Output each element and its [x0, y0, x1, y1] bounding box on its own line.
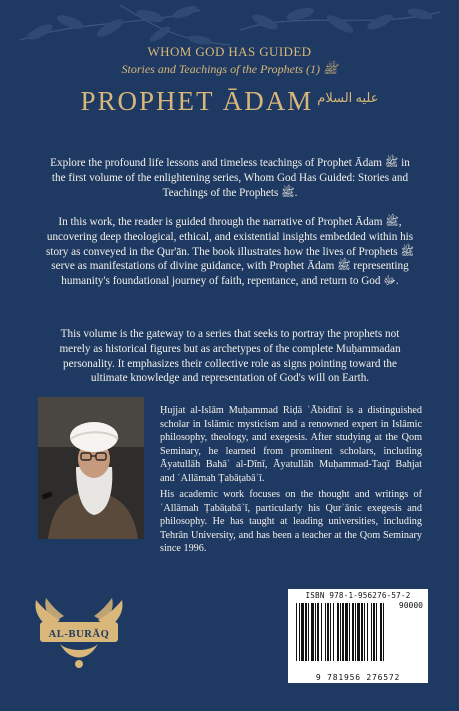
price-code: 90000	[398, 601, 423, 610]
ean-digits: 9 781956 276572	[315, 673, 401, 682]
barcode	[288, 589, 428, 683]
publisher-name: AL-BURĀQ	[48, 629, 110, 640]
description-paragraph-1: Explore the profound life lessons and timeless teachings of Prophet Ādam ﷺ in the first volume of the enlightening series, Whom God Has Guided: Stories and Teachings of the Prophets ﷺ.	[50, 157, 410, 199]
barcode-bars	[294, 603, 422, 669]
isbn-text: ISBN 978-1-956276-57-2	[305, 591, 411, 600]
honorific: عليه السلام	[317, 90, 379, 105]
series-title: WHOM GOD HAS GUIDED	[147, 44, 312, 59]
book-title-text: PROPHET ĀDAM	[80, 86, 314, 116]
author-photo	[38, 397, 144, 539]
series-subtitle: Stories and Teachings of the Prophets ﷺ (1)	[121, 62, 338, 76]
description-paragraph-3: This volume is the gateway to a series that seeks to portray the prophets not merely as historical figures but as archetypes of the complete Muḥammadan personality. It emphasizes their collective role as signs pointing toward the ultimate knowledge and representation of God's will on Earth.	[59, 328, 401, 385]
author-bio-2: His academic work focuses on the thought and writings of ʿAllāmah Ṭabāṭabāʾī, particularly his Qurʾānic exegesis and philosophy. He has taught at leading universities, including Tehrān University, and has been a teacher at the Qom Seminary since 1996.	[160, 489, 422, 555]
book-title	[0, 86, 459, 117]
author-bio-1: Ḥujjat al-Islām Muḥammad Riḍā ʿĀbidīnī is a distinguished scholar in Islāmic mysticism and a renowned expert in Islāmic philosophy, theology, and exegesis. After studying at the Qom Seminary, he learned from prominent scholars, including Āyatullāh Bahāʾ al-Dīnī, Āyatullāh Muḥammad-Taqī Bahjat and ʿAllāmah Ṭabāṭabāʾī.	[160, 405, 422, 484]
description-paragraph-2: In this work, the reader is guided through the narrative of Prophet Ādam ﷺ, uncovering deep theological, ethical, and existential insights embedded within his story as conveyed in the Qur'ān. The book illustrates how the lives of Prophets ﷺ serve as manifestations of divine guidance, with Prophet Ādam ﷺ representing humanity's foundational journey of faith, repentance, and return to God ﷻ.	[46, 216, 414, 288]
